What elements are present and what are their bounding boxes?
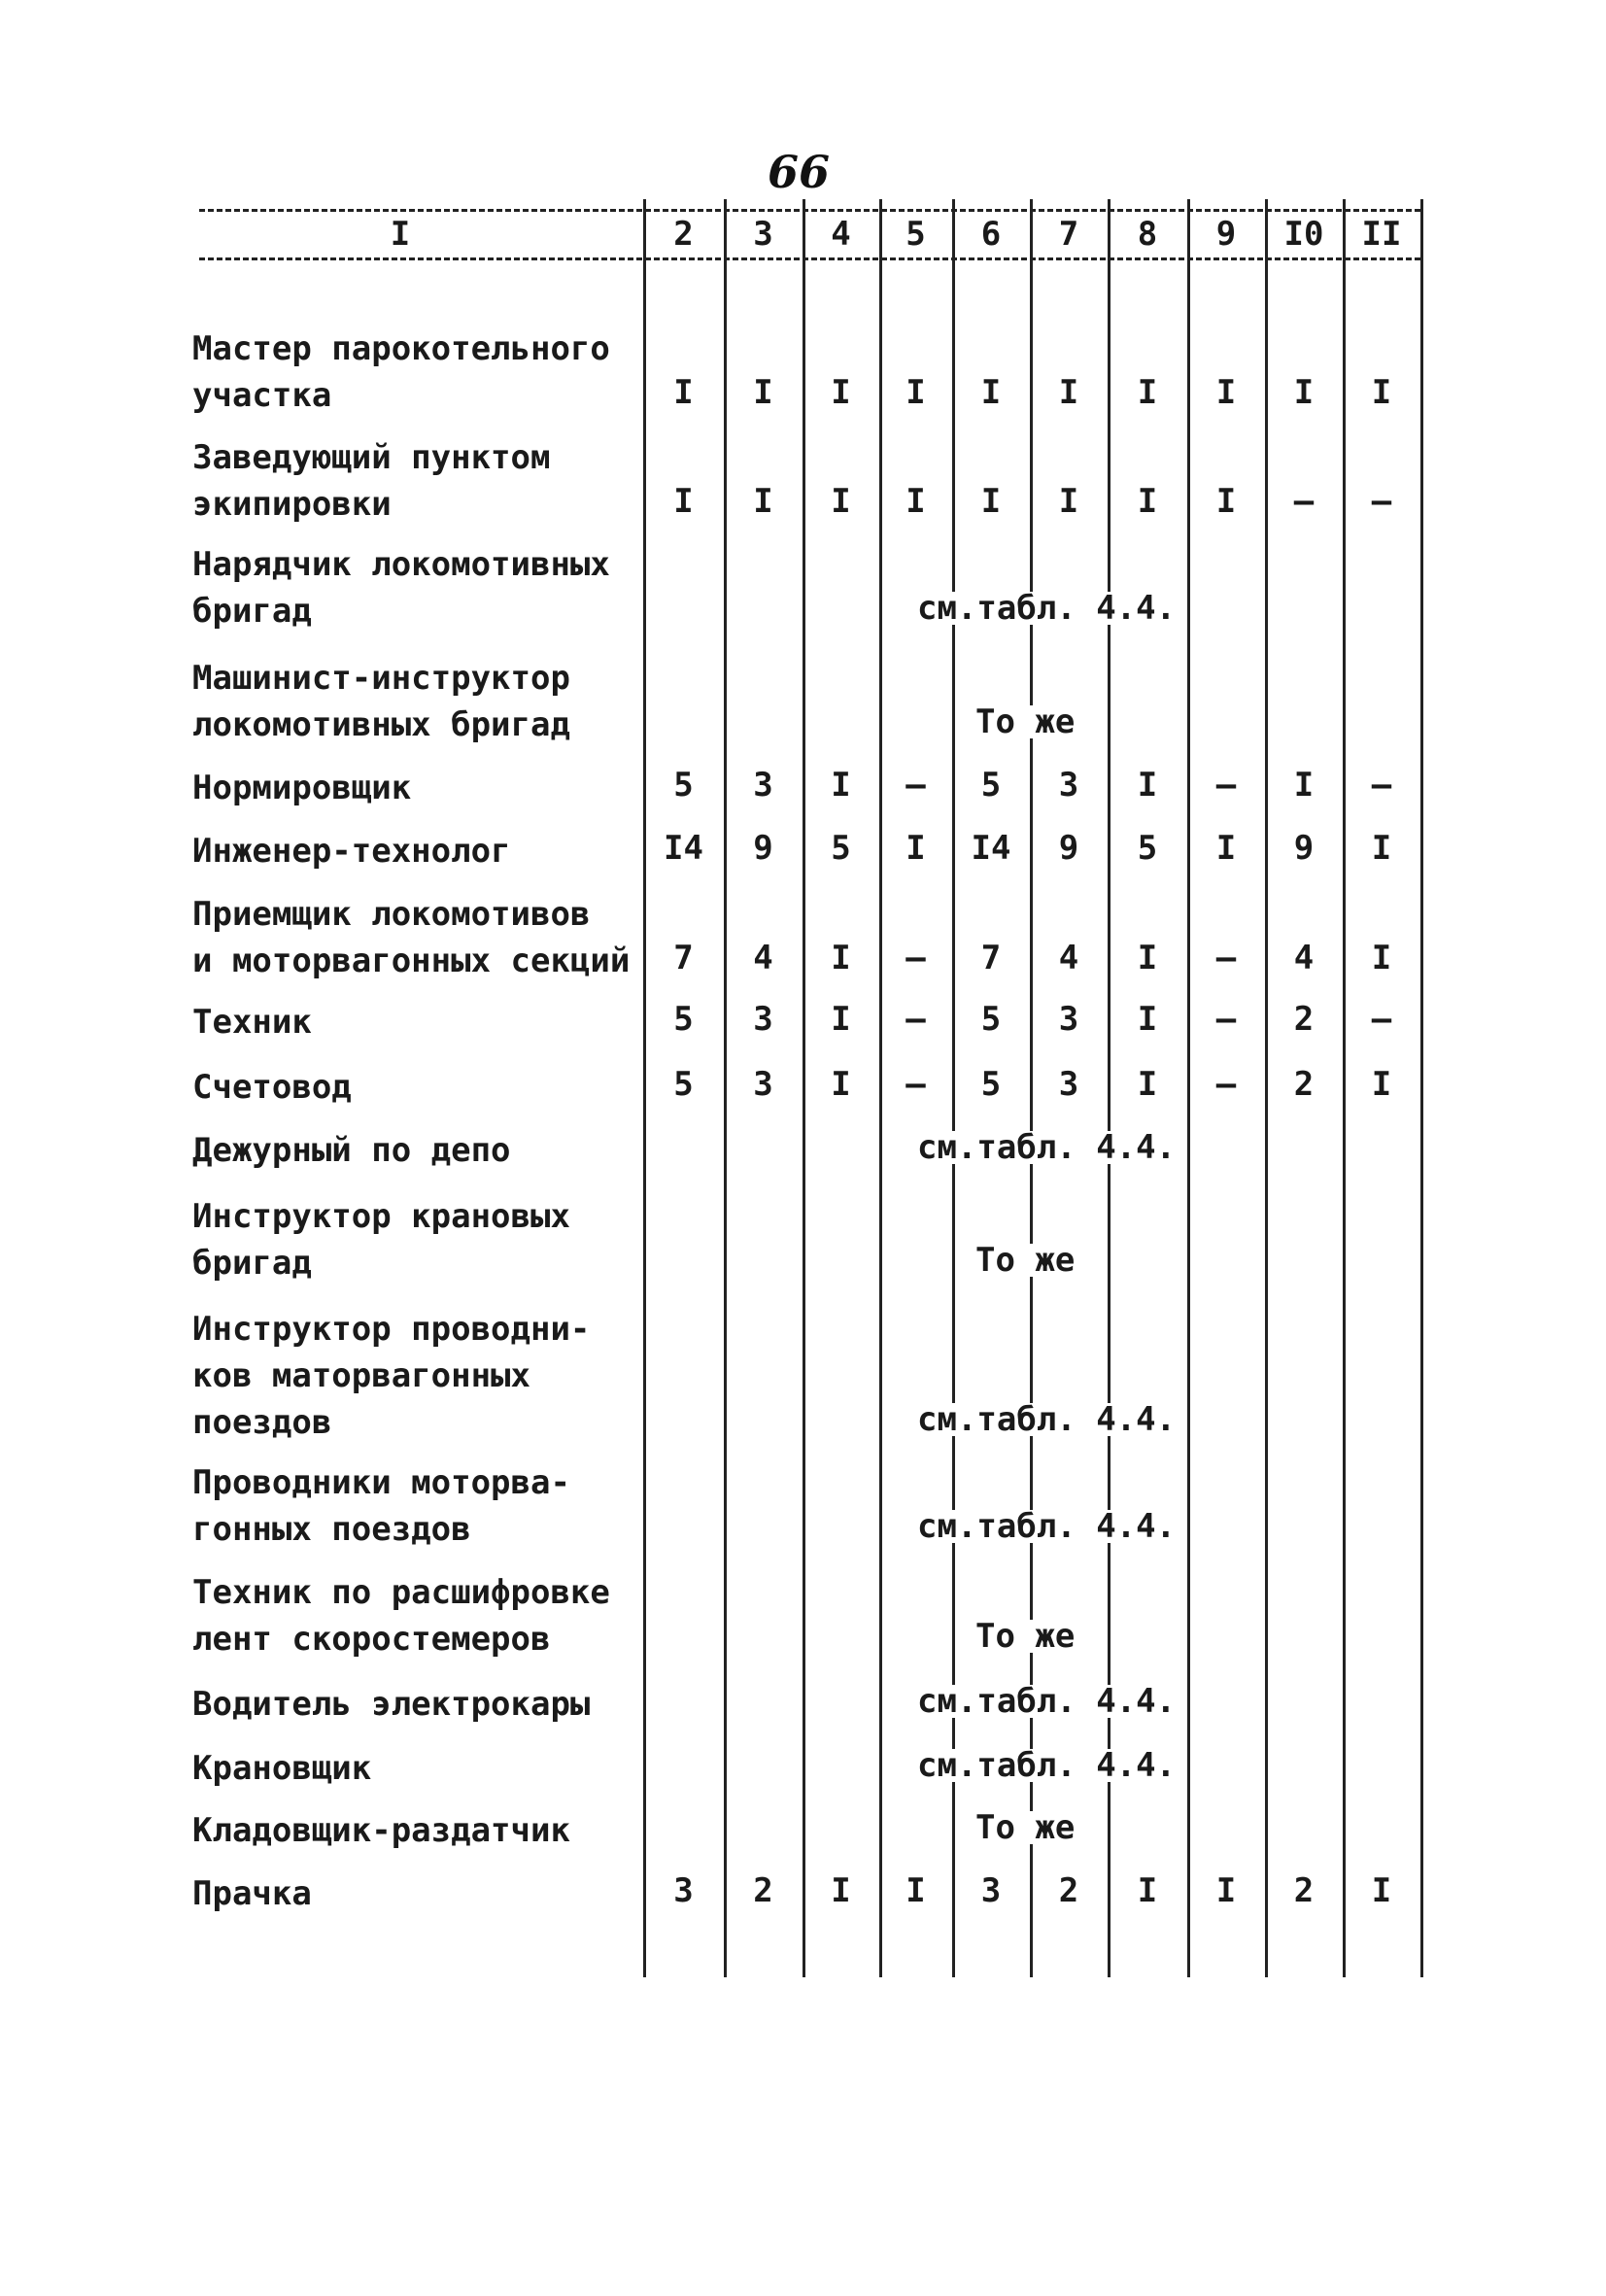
table-cell: I — [1371, 1871, 1392, 1910]
table-cell: I4 — [664, 829, 703, 868]
reference-note: см.табл. 4.4. — [913, 1510, 1179, 1543]
table-cell: I — [1137, 939, 1158, 977]
column-header-5: 5 — [906, 215, 926, 254]
table-cell: I — [831, 1871, 851, 1910]
column-header-4: 4 — [831, 215, 851, 254]
table-cell: I — [1371, 939, 1392, 977]
table-cell: I — [1371, 373, 1392, 412]
table-cell: I — [980, 482, 1002, 521]
table-cell: 5 — [831, 829, 851, 868]
column-header-6: 6 — [980, 215, 1002, 254]
column-rule — [1420, 199, 1423, 1977]
row-label: Мастер парокотельного участка — [192, 329, 610, 415]
column-rule — [1343, 199, 1346, 1977]
table-cell: – — [1371, 482, 1392, 521]
row-label: Приемщик локомотивов и моторвагонных секций — [192, 895, 631, 980]
table-cell: I — [1293, 766, 1315, 805]
reference-note: см.табл. 4.4. — [913, 1685, 1179, 1718]
row-label: Нормировщик — [192, 769, 412, 807]
table-cell: I — [1215, 1871, 1237, 1910]
table-cell: I4 — [971, 829, 1011, 868]
reference-note: см.табл. 4.4. — [913, 1131, 1179, 1164]
reference-note: То же — [972, 1811, 1078, 1844]
table-cell: 5 — [980, 1000, 1002, 1039]
table-cell: – — [1371, 1000, 1392, 1039]
table-cell: I — [673, 482, 694, 521]
table-cell: 9 — [1293, 829, 1315, 868]
row-label: Прачка — [192, 1874, 312, 1913]
column-rule — [879, 199, 882, 1977]
table-cell: I — [1137, 1065, 1158, 1104]
column-header-8: 8 — [1137, 215, 1158, 254]
table-cell: 4 — [753, 939, 773, 977]
table-cell: 9 — [753, 829, 773, 868]
row-label: Машинист-инструктор локомотивных бригад — [192, 659, 570, 744]
table-cell: 2 — [1293, 1871, 1315, 1910]
table-cell: 3 — [1058, 766, 1079, 805]
column-rule — [1187, 199, 1190, 1977]
table-cell: I — [1371, 829, 1392, 868]
row-label: Нарядчик локомотивных бригад — [192, 545, 610, 631]
column-header-2: 2 — [673, 215, 694, 254]
table-cell: 5 — [673, 1065, 694, 1104]
table-cell: 3 — [753, 766, 773, 805]
table-cell: 3 — [753, 1065, 773, 1104]
table-cell: I — [906, 373, 926, 412]
row-label: Счетовод — [192, 1068, 352, 1107]
table-cell: 4 — [1293, 939, 1315, 977]
table-cell: I — [1058, 482, 1079, 521]
table-cell: I — [673, 373, 694, 412]
row-label: Водитель электрокары — [192, 1685, 591, 1724]
row-label: Техник — [192, 1003, 312, 1042]
row-label: Кладовщик-раздатчик — [192, 1811, 570, 1850]
row-label: Техник по расшифровке лент скоростемеров — [192, 1573, 610, 1659]
table-cell: I — [1215, 482, 1237, 521]
table-cell: – — [906, 766, 926, 805]
reference-note: То же — [972, 1244, 1078, 1277]
page-number: 66 — [768, 146, 831, 198]
table-cell: I — [1137, 482, 1158, 521]
table-cell: 2 — [1058, 1871, 1079, 1910]
table-cell: – — [1371, 766, 1392, 805]
table-cell: – — [1215, 1065, 1237, 1104]
column-header-3: 3 — [753, 215, 773, 254]
table-cell: 5 — [673, 766, 694, 805]
header-rule — [199, 257, 1420, 260]
table-cell: 7 — [980, 939, 1002, 977]
table-cell: I — [753, 482, 773, 521]
column-header-7: 7 — [1058, 215, 1079, 254]
row-label: Проводники моторва- гонных поездов — [192, 1463, 570, 1549]
table-cell: I — [1215, 373, 1237, 412]
table-cell: – — [1215, 939, 1237, 977]
table-cell: 4 — [1058, 939, 1079, 977]
table-cell: I — [831, 1065, 851, 1104]
row-label: Крановщик — [192, 1749, 372, 1788]
table-cell: 5 — [980, 766, 1002, 805]
row-label: Заведующий пунктом экипировки — [192, 438, 551, 524]
table-cell: 2 — [753, 1871, 773, 1910]
table-cell: 3 — [980, 1871, 1002, 1910]
column-rule — [724, 199, 727, 1977]
row-label: Инженер-технолог — [192, 832, 511, 871]
reference-note: см.табл. 4.4. — [913, 1403, 1179, 1436]
table-cell: I — [906, 482, 926, 521]
table-cell: – — [906, 1000, 926, 1039]
table-cell: – — [1215, 766, 1237, 805]
table-cell: 3 — [753, 1000, 773, 1039]
header-rule — [199, 209, 1420, 212]
row-label: Инструктор крановых бригад — [192, 1197, 570, 1283]
table-cell: I — [906, 1871, 926, 1910]
table-cell: I — [831, 939, 851, 977]
column-header-10: I0 — [1283, 215, 1324, 254]
row-label: Дежурный по депо — [192, 1131, 511, 1170]
table-cell: I — [1137, 1000, 1158, 1039]
table-cell: 5 — [980, 1065, 1002, 1104]
column-header-1: I — [390, 215, 411, 254]
column-rule — [643, 199, 646, 1977]
column-rule — [803, 199, 805, 1977]
table-cell: 3 — [1058, 1065, 1079, 1104]
table-cell: I — [831, 482, 851, 521]
table-cell: I — [1137, 1871, 1158, 1910]
reference-note: см.табл. 4.4. — [913, 592, 1179, 625]
table-cell: 3 — [1058, 1000, 1079, 1039]
table-cell: – — [906, 939, 926, 977]
table-cell: 5 — [673, 1000, 694, 1039]
table-cell: I — [980, 373, 1002, 412]
reference-note: см.табл. 4.4. — [913, 1749, 1179, 1782]
table-cell: I — [1137, 373, 1158, 412]
table-cell: 5 — [1137, 829, 1158, 868]
table-cell: I — [906, 829, 926, 868]
reference-note: То же — [972, 705, 1078, 738]
table-cell: I — [831, 1000, 851, 1039]
column-header-11: II — [1361, 215, 1402, 254]
table-cell: I — [831, 373, 851, 412]
table-cell: 7 — [673, 939, 694, 977]
row-label: Инструктор проводни- ков маторвагонных поездов — [192, 1310, 591, 1442]
table-cell: I — [1293, 373, 1315, 412]
table-cell: 2 — [1293, 1065, 1315, 1104]
table-cell: – — [1293, 482, 1315, 521]
table-cell: 9 — [1058, 829, 1079, 868]
table-cell: – — [906, 1065, 926, 1104]
column-header-9: 9 — [1215, 215, 1237, 254]
column-rule — [1265, 199, 1268, 1977]
table-cell: I — [1058, 373, 1079, 412]
table-cell: 2 — [1293, 1000, 1315, 1039]
table-cell: I — [831, 766, 851, 805]
table-cell: I — [753, 373, 773, 412]
table-cell: I — [1137, 766, 1158, 805]
table-cell: I — [1371, 1065, 1392, 1104]
reference-note: То же — [972, 1620, 1078, 1653]
table-cell: – — [1215, 1000, 1237, 1039]
table-cell: I — [1215, 829, 1237, 868]
table-cell: 3 — [673, 1871, 694, 1910]
